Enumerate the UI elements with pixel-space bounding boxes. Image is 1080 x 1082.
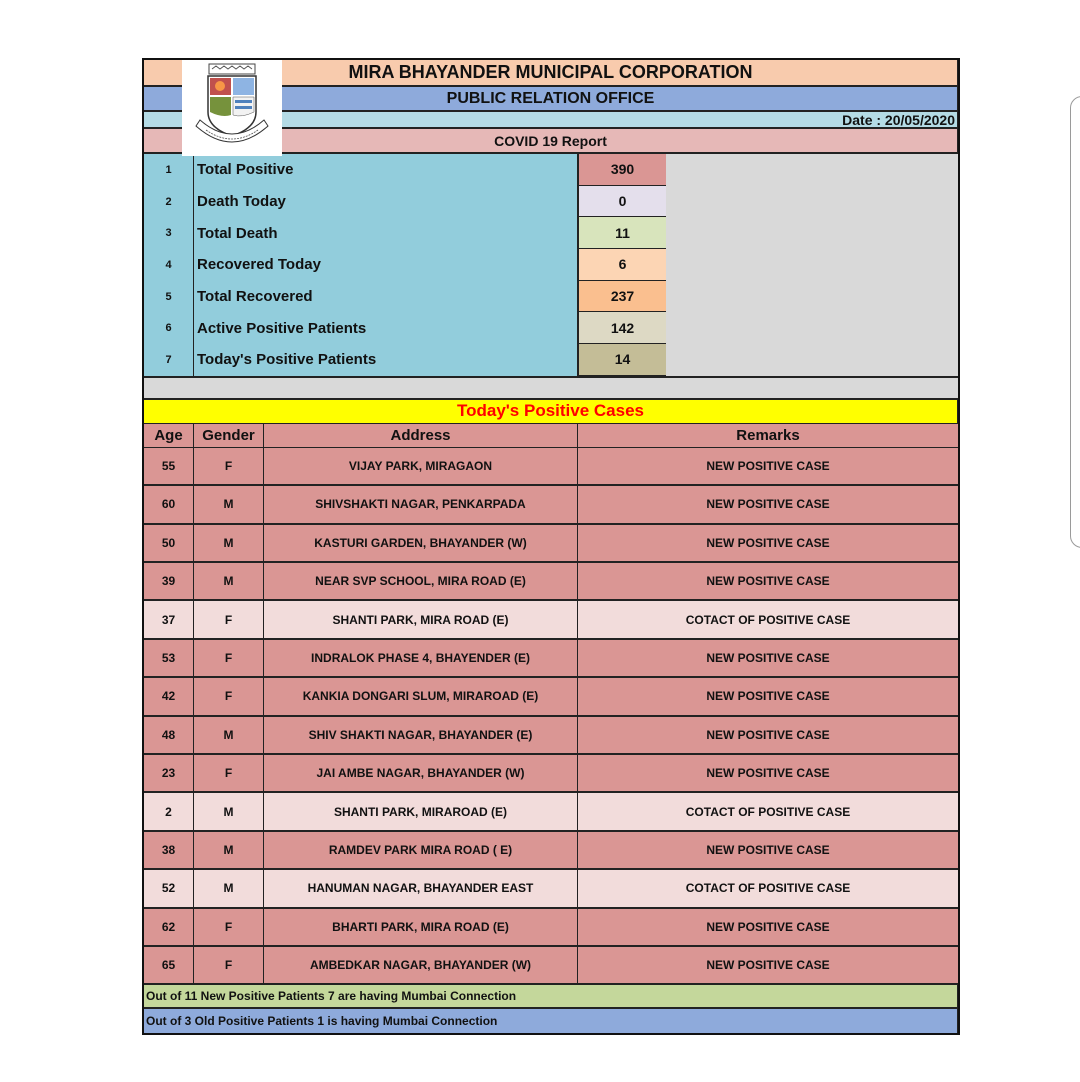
stat-value: 237	[578, 281, 666, 313]
case-gender: M	[194, 870, 264, 906]
table-row	[144, 832, 958, 870]
stat-number: 1	[144, 154, 194, 186]
case-remarks: NEW POSITIVE CASE	[706, 535, 830, 550]
col-age-header: Age	[144, 424, 194, 447]
stat-row	[144, 217, 666, 249]
case-age: 42	[144, 678, 194, 714]
table-row	[144, 793, 958, 831]
footer-note-new: Out of 11 New Positive Patients 7 are having Mumbai Connection	[144, 985, 958, 1009]
report-date: Date : 20/05/2020	[144, 112, 958, 129]
case-age: 62	[144, 909, 194, 945]
case-remarks: NEW POSITIVE CASE	[706, 727, 830, 742]
case-gender: F	[194, 947, 264, 983]
report-title: COVID 19 Report	[144, 129, 958, 154]
stat-row	[144, 281, 666, 313]
col-gender-header: Gender	[194, 424, 264, 447]
cases-title: Today's Positive Cases	[144, 400, 958, 424]
case-age: 38	[144, 832, 194, 868]
stat-row	[144, 344, 666, 376]
stat-value: 6	[578, 249, 666, 281]
col-address-header: Address	[264, 424, 578, 447]
case-gender: M	[194, 563, 264, 599]
case-age: 2	[144, 793, 194, 829]
table-row	[144, 563, 958, 601]
case-address: SHANTI PARK, MIRAROAD (E)	[264, 793, 578, 829]
stat-row	[144, 154, 666, 186]
case-age: 50	[144, 525, 194, 561]
stat-value: 11	[578, 217, 666, 249]
table-row	[144, 448, 958, 486]
case-address: SHANTI PARK, MIRA ROAD (E)	[264, 601, 578, 637]
stats-blank-area	[666, 154, 958, 376]
stat-label: Today's Positive Patients	[194, 344, 578, 376]
case-remarks: COTACT OF POSITIVE CASE	[685, 804, 851, 819]
table-row	[144, 717, 958, 755]
case-gender: F	[194, 755, 264, 791]
cases-table-body	[144, 448, 958, 985]
stat-label: Recovered Today	[194, 249, 578, 281]
case-address: KASTURI GARDEN, BHAYANDER (W)	[264, 525, 578, 561]
case-age: 52	[144, 870, 194, 906]
stat-number: 7	[144, 344, 194, 376]
case-address: INDRALOK PHASE 4, BHAYENDER (E)	[264, 640, 578, 676]
case-address: KANKIA DONGARI SLUM, MIRAROAD (E)	[264, 678, 578, 714]
case-remarks: NEW POSITIVE CASE	[706, 650, 830, 665]
stat-label: Total Recovered	[194, 281, 578, 313]
stat-label: Total Positive	[194, 154, 578, 186]
section-spacer	[144, 378, 958, 400]
table-row	[144, 601, 958, 639]
case-gender: M	[194, 717, 264, 753]
case-gender: M	[194, 525, 264, 561]
case-gender: M	[194, 832, 264, 868]
case-age: 23	[144, 755, 194, 791]
stat-number: 5	[144, 281, 194, 313]
case-address: SHIV SHAKTI NAGAR, BHAYANDER (E)	[264, 717, 578, 753]
case-age: 53	[144, 640, 194, 676]
case-address: NEAR SVP SCHOOL, MIRA ROAD (E)	[264, 563, 578, 599]
table-row	[144, 870, 958, 908]
case-address: VIJAY PARK, MIRAGAON	[264, 448, 578, 484]
stats-list	[144, 154, 666, 376]
case-gender: F	[194, 601, 264, 637]
stat-row	[144, 186, 666, 218]
municipal-emblem-icon	[182, 60, 282, 156]
case-gender: M	[194, 793, 264, 829]
table-row	[144, 755, 958, 793]
case-age: 48	[144, 717, 194, 753]
case-address: JAI AMBE NAGAR, BHAYANDER (W)	[264, 755, 578, 791]
case-age: 39	[144, 563, 194, 599]
corporation-title: MIRA BHAYANDER MUNICIPAL CORPORATION	[144, 60, 958, 87]
stat-row	[144, 312, 666, 344]
stat-value: 390	[578, 154, 666, 186]
covid-report-sheet	[142, 58, 960, 1035]
case-age: 37	[144, 601, 194, 637]
case-remarks: NEW POSITIVE CASE	[706, 497, 830, 512]
case-remarks: NEW POSITIVE CASE	[706, 459, 830, 473]
stat-value: 0	[578, 186, 666, 218]
case-remarks: NEW POSITIVE CASE	[706, 919, 830, 934]
case-remarks: NEW POSITIVE CASE	[706, 958, 830, 973]
case-remarks: NEW POSITIVE CASE	[706, 842, 830, 857]
office-title: PUBLIC RELATION OFFICE	[144, 87, 958, 112]
case-age: 60	[144, 486, 194, 522]
table-row	[144, 909, 958, 947]
case-address: HANUMAN NAGAR, BHAYANDER EAST	[264, 870, 578, 906]
case-gender: F	[194, 448, 264, 484]
table-header	[144, 424, 958, 448]
stat-number: 4	[144, 249, 194, 281]
table-row	[144, 947, 958, 985]
table-row	[144, 640, 958, 678]
case-age: 65	[144, 947, 194, 983]
case-address: BHARTI PARK, MIRA ROAD (E)	[264, 909, 578, 945]
stat-number: 6	[144, 312, 194, 344]
stat-label: Active Positive Patients	[194, 312, 578, 344]
stat-number: 2	[144, 186, 194, 218]
case-gender: M	[194, 486, 264, 522]
stat-number: 3	[144, 217, 194, 249]
case-remarks: COTACT OF POSITIVE CASE	[685, 881, 851, 896]
case-remarks: COTACT OF POSITIVE CASE	[685, 612, 851, 627]
stat-value: 142	[578, 312, 666, 344]
case-remarks: NEW POSITIVE CASE	[706, 574, 830, 589]
stats-section	[144, 154, 958, 378]
case-age: 55	[144, 448, 194, 484]
footer-note-old: Out of 3 Old Positive Patients 1 is having Mumbai Connection	[144, 1009, 958, 1033]
case-address: AMBEDKAR NAGAR, BHAYANDER (W)	[264, 947, 578, 983]
col-remarks-header: Remarks	[736, 426, 800, 444]
stat-label: Total Death	[194, 217, 578, 249]
case-address: SHIVSHAKTI NAGAR, PENKARPADA	[264, 486, 578, 522]
side-scroll-panel[interactable]	[1070, 96, 1080, 548]
case-gender: F	[194, 640, 264, 676]
table-row	[144, 525, 958, 563]
case-remarks: NEW POSITIVE CASE	[706, 689, 830, 704]
case-address: RAMDEV PARK MIRA ROAD ( E)	[264, 832, 578, 868]
case-remarks: NEW POSITIVE CASE	[706, 766, 830, 781]
stat-value: 14	[578, 344, 666, 376]
table-row	[144, 678, 958, 716]
case-gender: F	[194, 678, 264, 714]
case-gender: F	[194, 909, 264, 945]
stat-row	[144, 249, 666, 281]
stat-label: Death Today	[194, 186, 578, 218]
table-row	[144, 486, 958, 524]
